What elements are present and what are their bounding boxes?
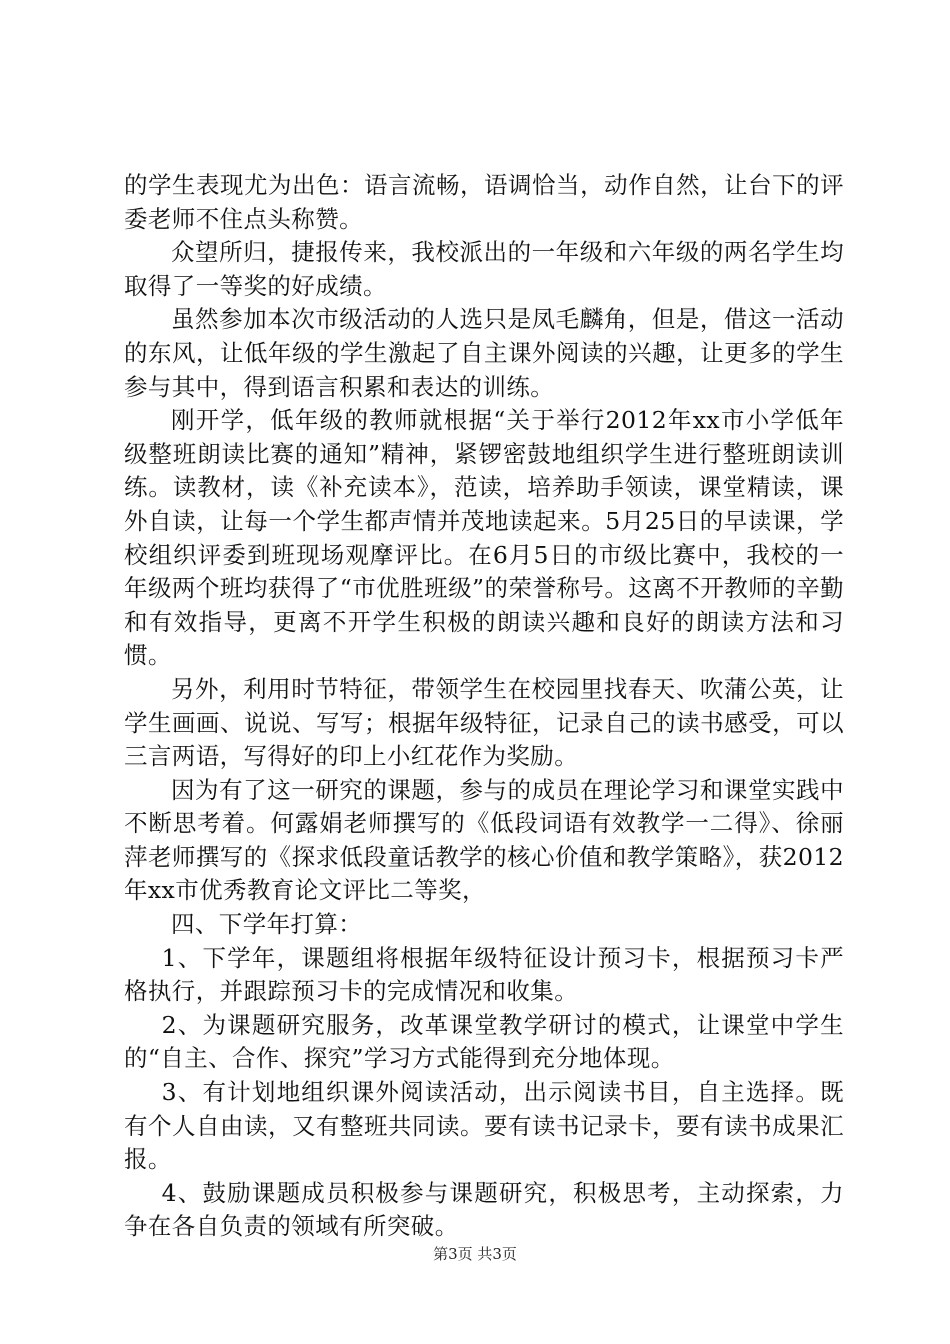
list-item: 4、鼓励课题成员积极参与课题研究，积极思考，主动探索，力争在各自负责的领域有所突破。 [124, 1178, 844, 1241]
paragraph: 虽然参加本次市级活动的人选只是凤毛麟角，但是，借这一活动的东风，让低年级的学生激起了自主课外阅读的兴趣，让更多的学生参与其中，得到语言积累和表达的训练。 [124, 305, 844, 401]
section-heading: 四、下学年打算： [171, 910, 363, 939]
document-body [124, 169, 844, 1244]
paragraph: 因为有了这一研究的课题，参与的成员在理论学习和课堂实践中不断思考着。何露娟老师撰写的《低段词语有效教学一二得》、徐丽萍老师撰写的《探求低段童话教学的核心价值和教学策略》，获2012年xx市优秀教育论文评比二等奖， [124, 775, 844, 905]
paragraph: 刚开学，低年级的教师就根据“关于举行2012年xx市小学低年级整班朗读比赛的通知”精神，紧锣密鼓地组织学生进行整班朗读训练。读教材，读《补充读本》，范读，培养助手领读，课堂精读，课外自读，让每一个学生都声情并茂地读起来。5月25日的早读课，学校组织评委到班现场观摩评比。在6月5日的市级比赛中，我校的一年级两个班均获得了“市优胜班级”的荣誉称号。这离不开教师的辛勤和有效指导，更离不开学生积极的朗读兴趣和良好的朗读方法和习惯。 [124, 406, 844, 670]
page-number-footer: 第3页 共3页 [433, 1245, 517, 1263]
paragraph: 众望所归，捷报传来，我校派出的一年级和六年级的两名学生均取得了一等奖的好成绩。 [124, 238, 844, 300]
list-item: 2、为课题研究服务，改革课堂教学研讨的模式，让课堂中学生的“自主、合作、探究”学习方式能得到充分地体现。 [124, 1010, 844, 1073]
paragraph: 另外，利用时节特征，带领学生在校园里找春天、吹蒲公英，让学生画画、说说、写写；根据年级特征，记录自己的读书感受，可以三言两语，写得好的印上小红花作为奖励。 [124, 674, 844, 771]
list-item: 1、下学年，课题组将根据年级特征设计预习卡，根据预习卡严格执行，并跟踪预习卡的完成情况和收集。 [124, 943, 844, 1006]
paragraph: 的学生表现尤为出色：语言流畅，语调恰当，动作自然，让台下的评委老师不住点头称赞。 [124, 171, 844, 233]
list-item: 3、有计划地组织课外阅读活动，出示阅读书目，自主选择。既有个人自由读，又有整班共同读。要有读书记录卡，要有读书成果汇报。 [124, 1078, 844, 1174]
